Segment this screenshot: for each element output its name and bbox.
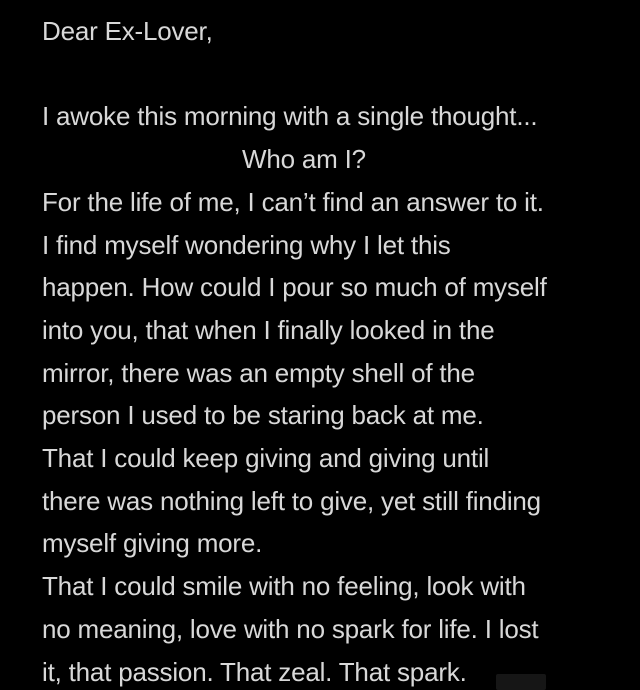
letter-line	[42, 53, 626, 96]
letter-line: into you, that when I finally looked in the	[42, 314, 495, 345]
letter-line: myself giving more.	[42, 528, 263, 559]
letter-line: person I used to be staring back at me.	[42, 400, 484, 431]
letter-body	[42, 10, 626, 690]
letter-line: Dear Ex-Lover,	[42, 16, 213, 46]
letter-line: mirror, there was an empty shell of the	[42, 357, 475, 388]
letter-line: That I could smile with no feeling, look with	[42, 571, 526, 602]
letter-line: there was nothing left to give, yet still finding	[42, 485, 541, 516]
letter-line: That I could keep giving and giving until	[42, 443, 490, 474]
letter-line: I awoke this morning with a single thought...	[42, 101, 538, 132]
letter-line: no meaning, love with no spark for life. I lost	[42, 613, 539, 644]
letter-line: it, that passion. That zeal. That spark.	[42, 656, 467, 687]
letter-line: I find myself wondering why I let this	[42, 229, 451, 260]
cropped-watermark	[496, 674, 546, 690]
letter-line: Who am I?	[242, 144, 366, 175]
letter-line: For the life of me, I can’t find an answer to it.	[42, 186, 544, 217]
letter-line: happen. How could I pour so much of myself	[42, 272, 547, 303]
